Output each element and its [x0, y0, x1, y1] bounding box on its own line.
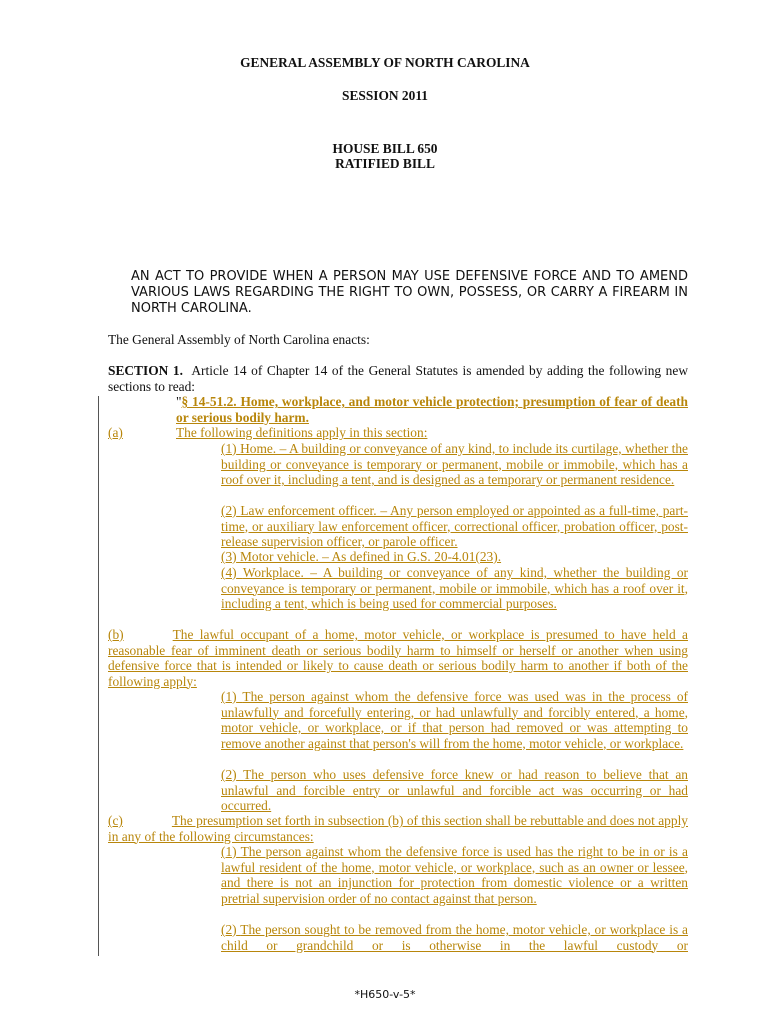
item-text: Motor vehicle. – As defined in G.S. 20-4.01(23).: [239, 549, 502, 564]
subsection-c: [108, 813, 688, 844]
item-number: (1): [221, 844, 237, 859]
exception-2: [221, 922, 688, 953]
subsection-b-text: The lawful occupant of a home, motor vehicle, or workplace is presumed to have held a reasonable fear of imminent death or serious bodily harm to himself or herself or another when using defensive force that is intended or likely to cause death or serious bodily harm to another if both of the following apply:: [108, 627, 688, 689]
subsection-a-label: (a): [108, 425, 123, 440]
subsection-c-text: The presumption set forth in subsection (b) of this section shall be rebuttable and does not apply in any of the following circumstances:: [108, 813, 688, 844]
presumption-condition-2: [221, 767, 688, 814]
item-number: (2): [221, 922, 237, 937]
item-text: The person against whom the defensive force is used has the right to be in or is a lawful resident of the home, motor vehicle, or workplace, such as an owner or lessee, and there is not an injunction for protection from domestic violence or a written pretrial supervision order of no contact against that person.: [221, 844, 688, 906]
item-text: The person who uses defensive force knew or had reason to believe that an unlawful and forcible entry or unlawful and forcible act was occurring or had occurred.: [221, 767, 688, 813]
subsection-b: [108, 627, 688, 689]
item-number: (3): [221, 549, 237, 564]
subsection-c-label: (c): [108, 813, 123, 828]
definition-motor-vehicle: [221, 549, 688, 565]
item-text: Law enforcement officer. – Any person employed or appointed as a full-time, part-time, or auxiliary law enforcement officer, correctional officer, probation officer, post-release supervision officer, or parole officer.: [221, 503, 689, 549]
item-number: (2): [221, 767, 237, 782]
item-number: (4): [221, 565, 237, 580]
document-footer-code: *H650-v-5*: [354, 988, 416, 1001]
section-1-intro: [108, 363, 688, 394]
quote-mark: ": [176, 394, 182, 409]
session-heading: SESSION 2011: [342, 88, 428, 103]
definition-workplace: [221, 565, 688, 612]
enacting-clause: The General Assembly of North Carolina enacts:: [108, 332, 370, 347]
section-heading-text: § 14-51.2. Home, workplace, and motor vehicle protection; presumption of fear of death or serious bodily harm.: [176, 394, 688, 425]
bill-status: RATIFIED BILL: [335, 156, 435, 171]
new-section-heading: [176, 394, 688, 425]
item-number: (2): [221, 503, 237, 518]
exception-1: [221, 844, 688, 906]
subsection-a-text: The following definitions apply in this section:: [176, 425, 428, 440]
item-number: (1): [221, 689, 237, 704]
act-title: AN ACT TO PROVIDE WHEN A PERSON MAY USE DEFENSIVE FORCE AND TO AMEND VARIOUS LAWS REGARDING THE RIGHT TO OWN, POSSESS, OR CARRY A FIREARM IN NORTH CAROLINA.: [131, 269, 688, 316]
presumption-condition-1: [221, 689, 688, 751]
revision-bar: [98, 396, 99, 956]
bill-number: HOUSE BILL 650: [332, 141, 438, 156]
section-1-label: SECTION 1.: [108, 363, 183, 378]
item-text: Workplace. – A building or conveyance of any kind, whether the building or conveyance is temporary or permanent, mobile or immobile, which has a roof over it, including a tent, which is being used for commercial purposes.: [221, 565, 689, 611]
item-number: (1): [221, 441, 237, 456]
item-text: The person sought to be removed from the home, motor vehicle, or workplace is a child or grandchild or is otherwise in the lawful custody or: [221, 922, 688, 953]
item-text: The person against whom the defensive force was used was in the process of unlawfully and forcefully entering, or had unlawfully and forcibly entered, a home, motor vehicle, or workplace, or if that person had removed or was attempting to remove another against that person's will from the home, motor vehicle, or workplace.: [221, 689, 688, 751]
subsection-b-label: (b): [108, 627, 124, 642]
item-text: Home. – A building or conveyance of any kind, to include its curtilage, whether the building or conveyance is temporary or permanent, mobile or immobile, which has a roof over it, including a tent, and is designed as a temporary or permanent residence.: [221, 441, 688, 487]
section-1-text: Article 14 of Chapter 14 of the General Statutes is amended by adding the following new sections to read:: [108, 363, 688, 394]
definition-law-enforcement-officer: [221, 503, 688, 550]
assembly-heading: GENERAL ASSEMBLY OF NORTH CAROLINA: [240, 55, 530, 70]
definition-home: [221, 441, 688, 488]
